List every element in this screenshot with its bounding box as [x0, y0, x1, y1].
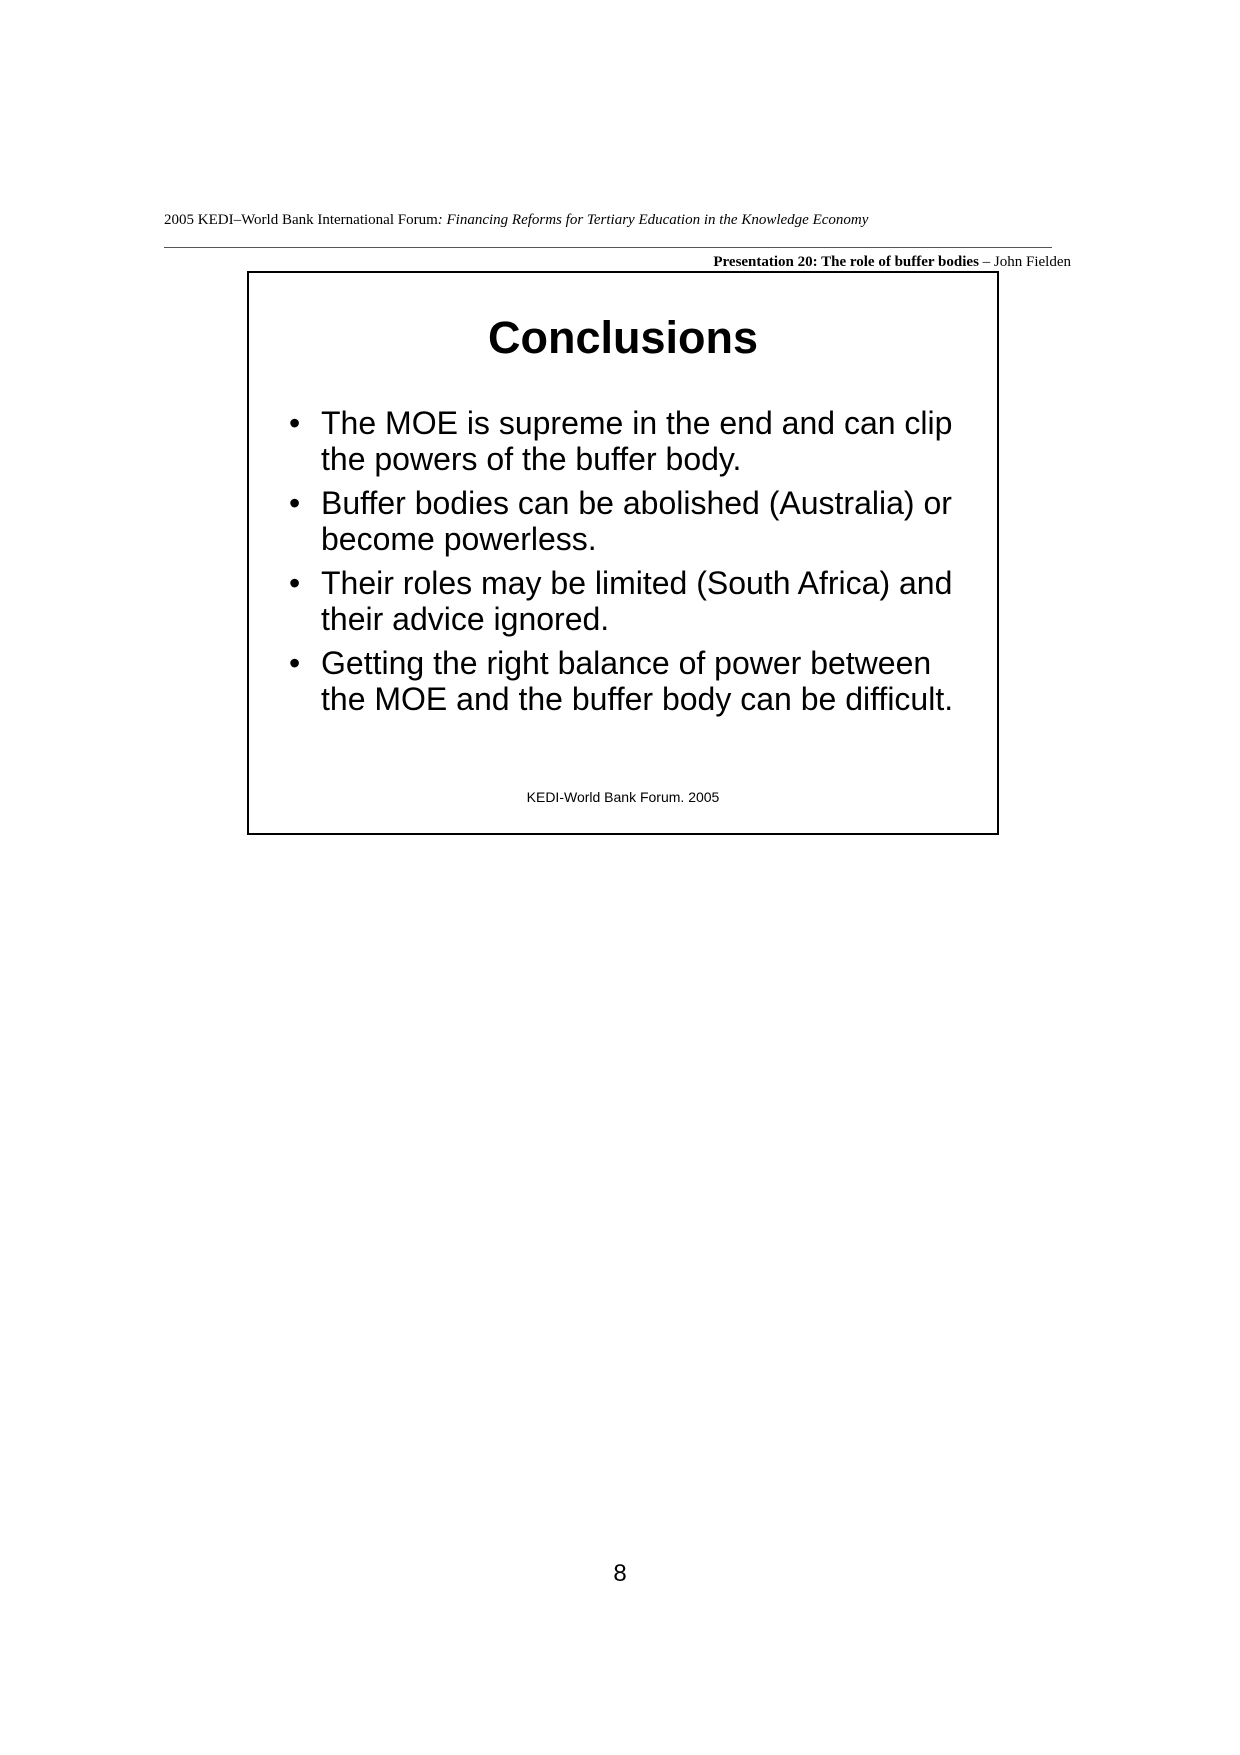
bullet-item [289, 645, 969, 717]
page-number: 8 [613, 1560, 627, 1587]
bullet-dot: • [289, 645, 301, 681]
forum-subtitle: : Financing Reforms for Tertiary Education in the Knowledge Economy [437, 212, 869, 228]
bullet-text: Getting the right balance of power between the MOE and the buffer body can be difficult. [321, 645, 954, 717]
bullet-dot: • [289, 565, 301, 601]
slide-frame [247, 271, 999, 835]
running-header [164, 212, 868, 229]
bullet-item [289, 485, 969, 557]
presentation-author: – John Fielden [978, 254, 1071, 270]
bullet-list [289, 405, 969, 725]
forum-name: 2005 KEDI–World Bank International Forum [164, 212, 438, 228]
bullet-item [289, 565, 969, 637]
presentation-heading [713, 254, 1071, 271]
slide-title: Conclusions [487, 312, 759, 363]
bullet-dot: • [289, 405, 301, 441]
bullet-item [289, 405, 969, 477]
presentation-title: Presentation 20: The role of buffer bodies [713, 254, 979, 270]
bullet-dot: • [289, 485, 301, 521]
header-rule [164, 247, 1052, 248]
bullet-text: The MOE is supreme in the end and can clip the powers of the buffer body. [321, 405, 953, 477]
bullet-text: Buffer bodies can be abolished (Australia) or become powerless. [321, 485, 952, 557]
bullet-text: Their roles may be limited (South Africa) and their advice ignored. [321, 565, 953, 637]
slide-footer: KEDI-World Bank Forum. 2005 [526, 789, 720, 805]
